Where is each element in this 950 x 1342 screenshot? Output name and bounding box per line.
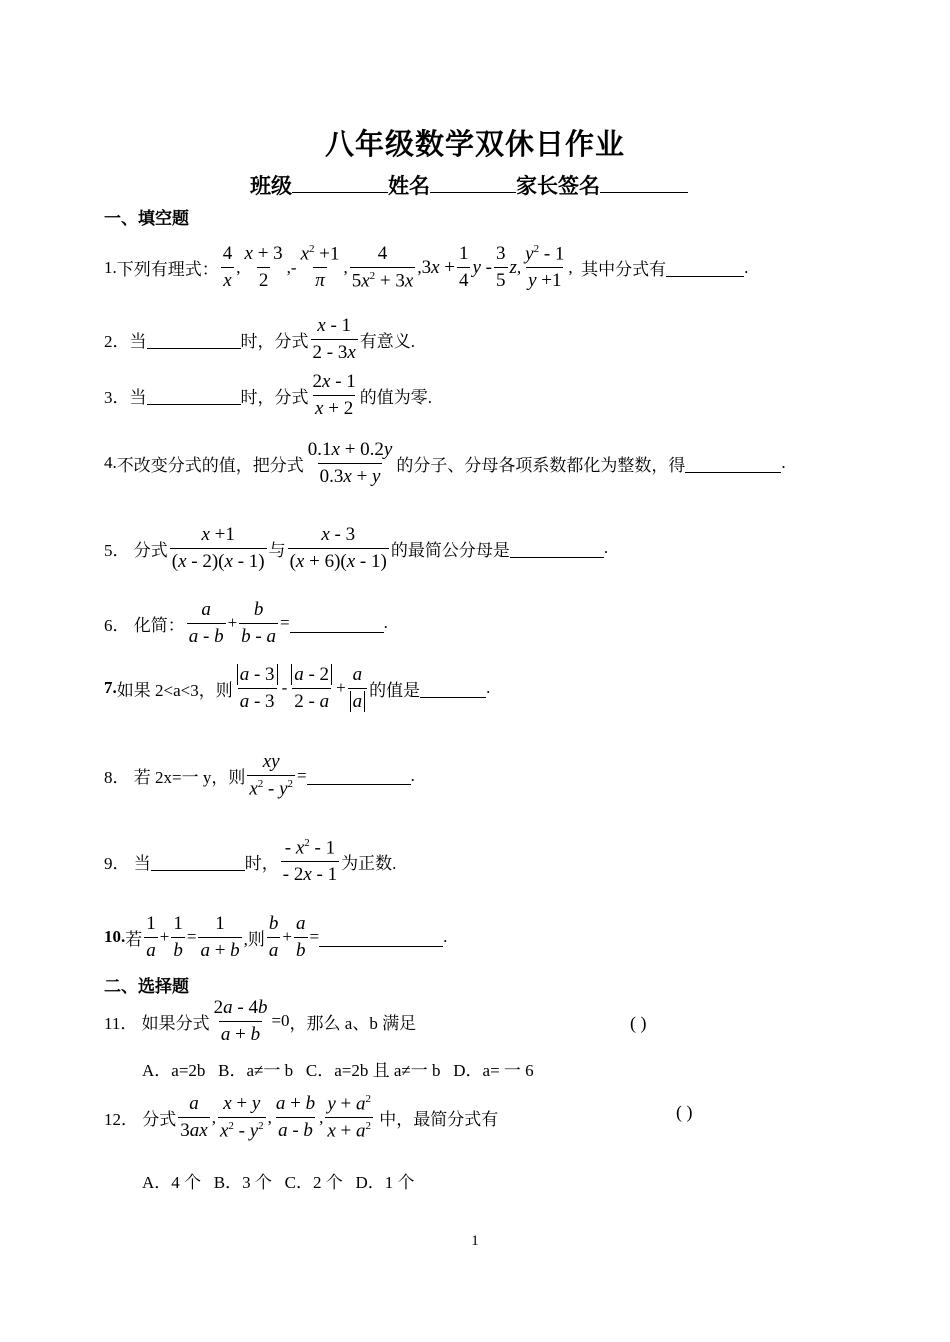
q1-text: 下列有理式： bbox=[116, 260, 219, 280]
q11-fraction: $\frac{2a - 4b}{a + b}$ bbox=[213, 997, 268, 1045]
q12-option-d[interactable]: D．1 个 bbox=[355, 1173, 415, 1192]
q12-answer-parenthesis[interactable]: ( ) bbox=[676, 1102, 693, 1122]
section-multiple-choice: 二、选择题 bbox=[104, 977, 189, 996]
question-3: 3． 当 时，分式 $\frac{2x - 1}{x + 2}$ 的值为零. bbox=[104, 371, 433, 419]
q4-fraction: $\frac{0.1x + 0.2y}{0.3x + y}$ bbox=[307, 439, 393, 487]
q3-fraction: $\frac{2x - 1}{x + 2}$ bbox=[312, 371, 356, 419]
name-blank[interactable] bbox=[430, 174, 516, 193]
q5-answer-blank[interactable] bbox=[510, 539, 604, 558]
q7-fraction-1: $\frac{a - 3}{a - 3}$ bbox=[235, 665, 280, 712]
name-label: 姓名 bbox=[388, 174, 430, 198]
q8-fraction: $\frac{xy}{x^2 - y^2}$ bbox=[249, 751, 294, 800]
q7-fraction-3: $\frac{a}{a}$ bbox=[348, 665, 368, 712]
question-12: 12． 分式 $\frac{a}{3ax}$ , $\frac{x + y}{x^2 - y^2}$ , $\frac{a + b}{a - b}$ , $\frac{y + a^2}{x + a^2}$ 中，最简分式有 bbox=[104, 1093, 499, 1142]
q9-fraction: $\frac{- x^2 - 1}{- 2x - 1}$ bbox=[282, 837, 338, 886]
q3-answer-blank[interactable] bbox=[147, 386, 241, 405]
q6-answer-blank[interactable] bbox=[290, 614, 384, 633]
question-1: 1. 下列有理式： $\frac{4}{x}$ , $\frac{x + 3}{2}$ , - $\frac{x^2 +1}{\pi}$ , $\frac{4}{5x^2 + 3x}$ , 3x + $\frac{1}{4}$ y - $\frac{3}{5}$ z , $\frac{y^2 - 1}{y +1}$ , 其中分式有 . bbox=[104, 243, 749, 292]
expr-y2-over-y1: $\frac{y^2 - 1}{y +1}$ bbox=[525, 243, 565, 292]
expr-3-over-5: $\frac{3}{5}$ bbox=[496, 243, 506, 292]
q7-fraction-2: $\frac{a - 2}{2 - a}$ bbox=[289, 665, 334, 712]
q1-tail: 其中分式有 bbox=[581, 260, 667, 280]
q11-option-d[interactable]: D．a= 一 6 bbox=[453, 1061, 534, 1080]
question-11: 11． 如果分式 $\frac{2a - 4b}{a + b}$ =0 ，那么 a、b 满足 bbox=[104, 997, 417, 1045]
question-2: 2． 当 时，分式 $\frac{x - 1}{2 - 3x}$ 有意义. bbox=[104, 315, 416, 363]
expr-linear: 3x + bbox=[421, 256, 455, 278]
q4-answer-blank[interactable] bbox=[685, 454, 781, 473]
q12-option-b[interactable]: B．3 个 bbox=[213, 1173, 272, 1192]
page-number: 1 bbox=[471, 1233, 479, 1249]
q11-option-b[interactable]: B．a≠一 b bbox=[218, 1061, 294, 1080]
question-5: 5． 分式 $\frac{x +1}{(x - 2)(x - 1)}$ 与 $\frac{x - 3}{(x + 6)(x - 1)}$ 的最简公分母是 . bbox=[104, 524, 609, 572]
q5-fraction-1: $\frac{x +1}{(x - 2)(x - 1)}$ bbox=[171, 524, 265, 572]
q11-answer-parenthesis[interactable]: ( ) bbox=[630, 1013, 647, 1033]
q8-answer-blank[interactable] bbox=[307, 766, 411, 785]
expr-4-over-x: $\frac{4}{x}$ bbox=[222, 243, 233, 292]
q9-answer-blank[interactable] bbox=[151, 852, 245, 871]
question-10: 10. 若 $\frac{1}{a}$ + $\frac{1}{b}$ = $\frac{1}{a + b}$ ,则 $\frac{b}{a}$ + $\frac{a}{b}$ = . bbox=[104, 913, 448, 961]
q11-options bbox=[142, 1056, 534, 1081]
q5-fraction-2: $\frac{x - 3}{(x + 6)(x - 1)}$ bbox=[289, 524, 387, 572]
expr-4-over-5x2: $\frac{4}{5x^2 + 3x}$ bbox=[351, 243, 414, 292]
question-7: 7. 如果 2<a<3，则 $\frac{a - 3}{a - 3}$ - $\frac{a - 2}{2 - a}$ + $\frac{a}{a}$ 的值是 . bbox=[104, 664, 491, 712]
q12-option-a[interactable]: A．4 个 bbox=[142, 1173, 202, 1192]
parent-signature-blank[interactable] bbox=[600, 174, 688, 193]
q1-number: 1. bbox=[104, 257, 117, 277]
q11-option-a[interactable]: A．a=2b bbox=[142, 1061, 206, 1080]
section-fill-in: 一、填空题 bbox=[104, 209, 189, 228]
class-label: 班级 bbox=[250, 174, 292, 198]
question-8: 8． 若 2x=一 y，则 $\frac{xy}{x^2 - y^2}$ = . bbox=[104, 751, 415, 800]
expr-x3-over-2: $\frac{x + 3}{2}$ bbox=[244, 243, 283, 292]
q11-option-c[interactable]: C．a=2b 且 a≠一 b bbox=[305, 1061, 441, 1080]
question-9: 9． 当 时， $\frac{- x^2 - 1}{- 2x - 1}$ 为正数. bbox=[104, 837, 397, 886]
q6-fraction-1: $\frac{a}{a - b}$ bbox=[188, 599, 224, 647]
q12-option-c[interactable]: C．2 个 bbox=[284, 1173, 343, 1192]
q2-fraction: $\frac{x - 1}{2 - 3x}$ bbox=[312, 315, 356, 363]
page-title: 八年级数学双休日作业 bbox=[324, 129, 625, 161]
parent-signature-label: 家长签名 bbox=[516, 174, 600, 198]
q6-fraction-2: $\frac{b}{b - a}$ bbox=[241, 599, 276, 647]
expr-x2-over-pi: $\frac{x^2 +1}{\pi}$ bbox=[300, 243, 340, 292]
q10-answer-blank[interactable] bbox=[319, 928, 443, 947]
question-4: 4. 不改变分式的值，把分式 $\frac{0.1x + 0.2y}{0.3x + y}$ 的分子、分母各项系数都化为整数，得 . bbox=[104, 439, 786, 487]
header-fields bbox=[250, 170, 688, 200]
q1-answer-blank[interactable] bbox=[666, 258, 744, 277]
class-blank[interactable] bbox=[292, 174, 388, 193]
question-6: 6． 化简： $\frac{a}{a - b}$ + $\frac{b}{b - a}$ = . bbox=[104, 599, 388, 647]
q7-answer-blank[interactable] bbox=[420, 679, 486, 698]
q2-answer-blank[interactable] bbox=[147, 330, 241, 349]
q12-options bbox=[142, 1168, 415, 1193]
expr-1-over-4: $\frac{1}{4}$ bbox=[458, 243, 469, 292]
